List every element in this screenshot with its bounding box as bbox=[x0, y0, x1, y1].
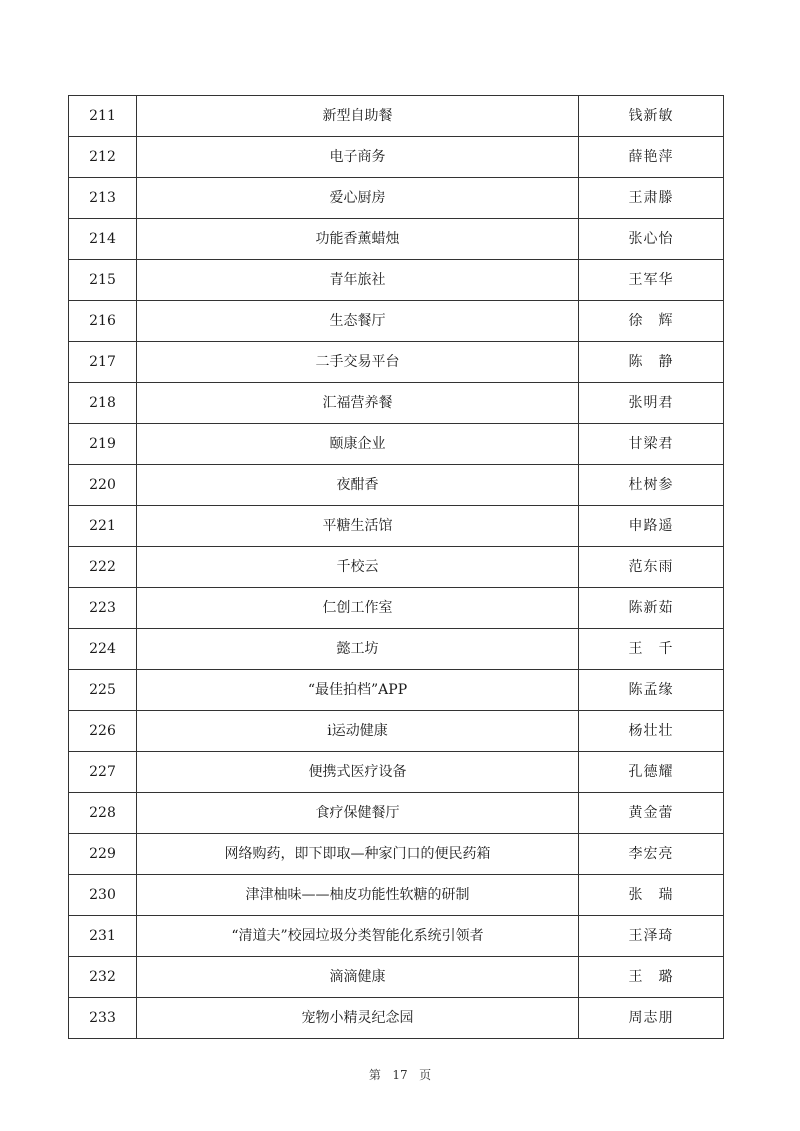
footer-prefix: 第 bbox=[368, 1068, 381, 1082]
project-leader: 薛艳萍 bbox=[579, 137, 724, 178]
table-row bbox=[69, 506, 724, 547]
row-number: 227 bbox=[69, 752, 137, 793]
project-name: 功能香薰蜡烛 bbox=[137, 219, 579, 260]
project-name: 青年旅社 bbox=[137, 260, 579, 301]
row-number: 217 bbox=[69, 342, 137, 383]
project-name: 宠物小精灵纪念园 bbox=[137, 998, 579, 1039]
project-name: 二手交易平台 bbox=[137, 342, 579, 383]
project-leader: 陈 静 bbox=[579, 342, 724, 383]
project-leader: 王泽琦 bbox=[579, 916, 724, 957]
page-number: 17 bbox=[392, 1068, 408, 1082]
project-leader: 甘梁君 bbox=[579, 424, 724, 465]
project-name: 千校云 bbox=[137, 547, 579, 588]
project-leader: 杜树参 bbox=[579, 465, 724, 506]
project-leader: 陈孟缘 bbox=[579, 670, 724, 711]
row-number: 233 bbox=[69, 998, 137, 1039]
row-number: 221 bbox=[69, 506, 137, 547]
table-row bbox=[69, 96, 724, 137]
row-number: 220 bbox=[69, 465, 137, 506]
row-number: 215 bbox=[69, 260, 137, 301]
project-leader: 陈新茹 bbox=[579, 588, 724, 629]
project-leader: 张 瑞 bbox=[579, 875, 724, 916]
row-number: 228 bbox=[69, 793, 137, 834]
project-leader: 王 璐 bbox=[579, 957, 724, 998]
project-name: 生态餐厅 bbox=[137, 301, 579, 342]
project-leader: 申路遥 bbox=[579, 506, 724, 547]
row-number: 213 bbox=[69, 178, 137, 219]
project-name: 懿工坊 bbox=[137, 629, 579, 670]
table-row bbox=[69, 957, 724, 998]
table-row bbox=[69, 342, 724, 383]
project-leader: 孔德耀 bbox=[579, 752, 724, 793]
project-leader: 王肃滕 bbox=[579, 178, 724, 219]
row-number: 224 bbox=[69, 629, 137, 670]
table-row bbox=[69, 424, 724, 465]
row-number: 219 bbox=[69, 424, 137, 465]
project-name: 食疗保健餐厅 bbox=[137, 793, 579, 834]
project-name: 便携式医疗设备 bbox=[137, 752, 579, 793]
row-number: 212 bbox=[69, 137, 137, 178]
project-name: 平糖生活馆 bbox=[137, 506, 579, 547]
table-row bbox=[69, 629, 724, 670]
project-name: 电子商务 bbox=[137, 137, 579, 178]
project-name: 津津柚味——柚皮功能性软糖的研制 bbox=[137, 875, 579, 916]
table-row bbox=[69, 219, 724, 260]
row-number: 230 bbox=[69, 875, 137, 916]
project-leader: 周志朋 bbox=[579, 998, 724, 1039]
table-row bbox=[69, 137, 724, 178]
project-name: 汇福营养餐 bbox=[137, 383, 579, 424]
table-row bbox=[69, 670, 724, 711]
row-number: 225 bbox=[69, 670, 137, 711]
project-name: “最佳拍档”APP bbox=[137, 670, 579, 711]
project-leader: 李宏亮 bbox=[579, 834, 724, 875]
row-number: 232 bbox=[69, 957, 137, 998]
row-number: 216 bbox=[69, 301, 137, 342]
table-row bbox=[69, 834, 724, 875]
footer-suffix: 页 bbox=[419, 1068, 432, 1082]
project-leader: 张明君 bbox=[579, 383, 724, 424]
project-leader: 徐 辉 bbox=[579, 301, 724, 342]
table-row bbox=[69, 752, 724, 793]
project-table bbox=[68, 95, 724, 1039]
row-number: 223 bbox=[69, 588, 137, 629]
project-name: 新型自助餐 bbox=[137, 96, 579, 137]
project-name: 仁创工作室 bbox=[137, 588, 579, 629]
row-number: 222 bbox=[69, 547, 137, 588]
table-row bbox=[69, 301, 724, 342]
table-body bbox=[69, 96, 724, 1039]
table-row bbox=[69, 588, 724, 629]
project-name: 颐康企业 bbox=[137, 424, 579, 465]
project-leader: 范东雨 bbox=[579, 547, 724, 588]
row-number: 211 bbox=[69, 96, 137, 137]
table-row bbox=[69, 178, 724, 219]
row-number: 231 bbox=[69, 916, 137, 957]
project-leader: 杨壮壮 bbox=[579, 711, 724, 752]
table-row bbox=[69, 465, 724, 506]
table-row bbox=[69, 875, 724, 916]
project-leader: 王军华 bbox=[579, 260, 724, 301]
row-number: 226 bbox=[69, 711, 137, 752]
project-name: 网络购药，即下即取—种家门口的便民药箱 bbox=[137, 834, 579, 875]
table-row bbox=[69, 260, 724, 301]
project-name: “清道夫”校园垃圾分类智能化系统引领者 bbox=[137, 916, 579, 957]
project-name: i运动健康 bbox=[137, 711, 579, 752]
table-row bbox=[69, 383, 724, 424]
table-row bbox=[69, 998, 724, 1039]
project-name: 爱心厨房 bbox=[137, 178, 579, 219]
table-row bbox=[69, 711, 724, 752]
project-name: 夜酣香 bbox=[137, 465, 579, 506]
row-number: 218 bbox=[69, 383, 137, 424]
row-number: 214 bbox=[69, 219, 137, 260]
project-name: 滴滴健康 bbox=[137, 957, 579, 998]
table-row bbox=[69, 916, 724, 957]
project-leader: 张心怡 bbox=[579, 219, 724, 260]
table-row bbox=[69, 793, 724, 834]
project-leader: 王 千 bbox=[579, 629, 724, 670]
table-row bbox=[69, 547, 724, 588]
row-number: 229 bbox=[69, 834, 137, 875]
page-footer bbox=[0, 1066, 800, 1083]
project-leader: 钱新敏 bbox=[579, 96, 724, 137]
project-leader: 黄金蕾 bbox=[579, 793, 724, 834]
